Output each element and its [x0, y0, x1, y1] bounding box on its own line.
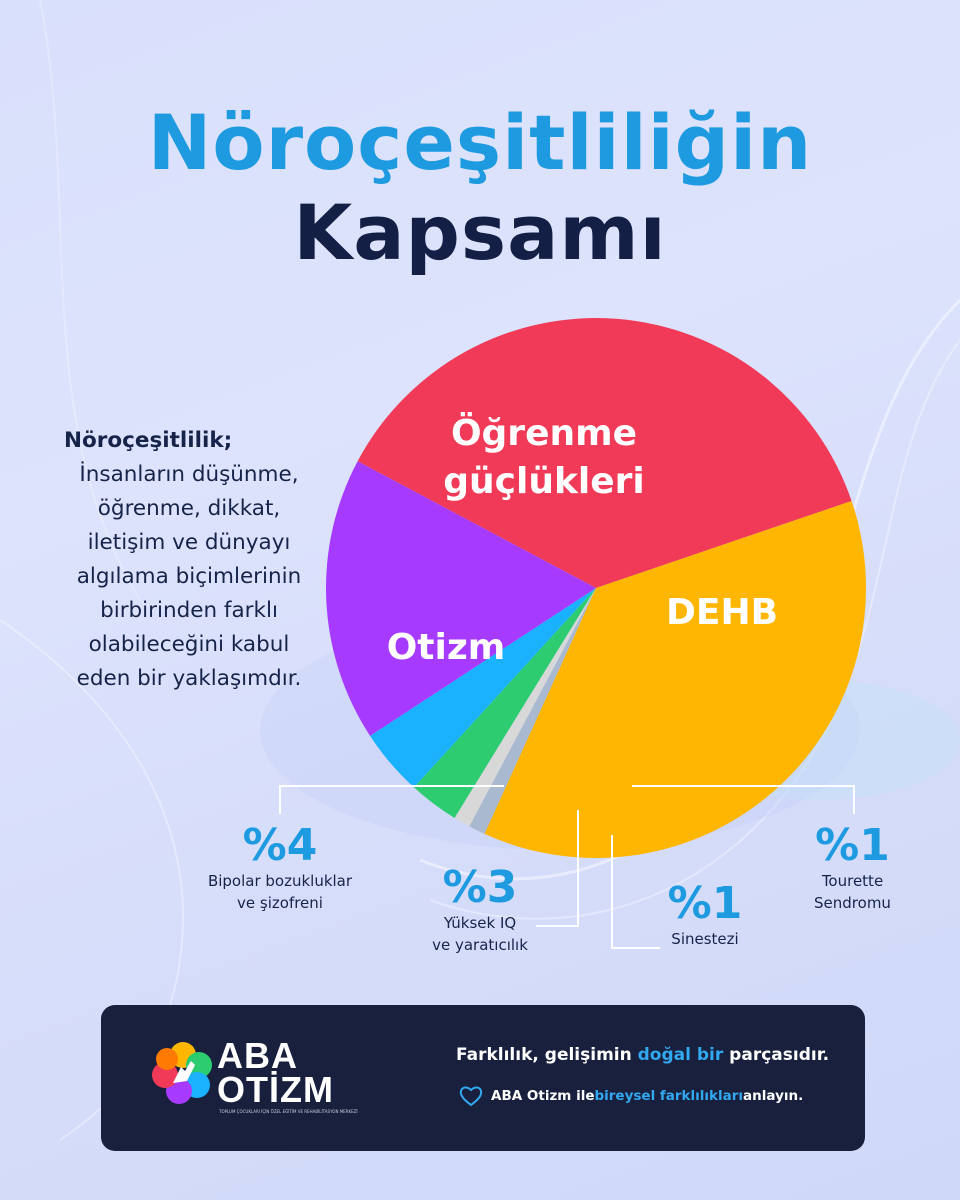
slice-label: DEHB — [665, 592, 779, 633]
flower-logo-icon — [151, 1041, 215, 1105]
callout-name: Tourette — [821, 872, 884, 890]
tagline-part2: parçasıdır. — [723, 1045, 830, 1065]
subline-part1: ABA Otizm ile — [491, 1088, 595, 1104]
heart-icon — [459, 1085, 483, 1107]
page-subtitle: Kapsamı — [293, 188, 667, 277]
callout-sinestezi — [640, 880, 770, 950]
tagline-highlight: doğal bir — [637, 1045, 724, 1065]
callout-name: Sinestezi — [671, 930, 739, 948]
slice-label: Öğrenme — [450, 413, 638, 454]
aba-otizm-logo[interactable] — [151, 1035, 358, 1117]
description-line: olabileceğini kabul — [88, 632, 290, 657]
callout-percent: %1 — [815, 820, 890, 871]
description-heading: Nöroçeşitlilik; — [64, 428, 233, 453]
callout-name: ve şizofreni — [237, 894, 323, 912]
description-line: algılama biçimlerinin — [76, 564, 302, 589]
description-line: iletişim ve dünyayı — [87, 530, 291, 555]
callout-percent: %4 — [242, 820, 318, 871]
callout-name: Bipolar bozukluklar — [207, 872, 353, 890]
logo-line1: ABA — [217, 1035, 298, 1076]
subline-highlight: bireysel farklılıkları — [594, 1088, 744, 1104]
callout-tourette — [790, 822, 915, 914]
slice-label: güçlükleri — [443, 461, 645, 502]
description-line: öğrenme, dikkat, — [97, 496, 281, 521]
page-title: Nöroçeşitliliğin — [147, 98, 813, 187]
description-line: eden bir yaklaşımdır. — [76, 666, 302, 691]
slice-label: Otizm — [386, 627, 506, 668]
callout-percent: %3 — [442, 862, 518, 913]
callout-name: Sendromu — [814, 894, 891, 912]
footer-banner — [101, 1005, 865, 1151]
subline — [459, 1085, 803, 1107]
tagline-part1: Farklılık, gelişimin — [456, 1045, 638, 1065]
logo-caption: TOPLUM ÇOCUKLARI İÇİN ÖZEL EĞİTİM VE REHABİLİTASYON MERKEZİ — [219, 1109, 358, 1114]
logo-line2: OTİZM — [217, 1069, 334, 1110]
subline-part2: anlayın. — [743, 1088, 804, 1104]
description-line: İnsanların düşünme, — [79, 462, 299, 487]
logo-wordmark — [217, 1035, 334, 1110]
callout-name: ve yaratıcılık — [432, 936, 528, 954]
callout-percent: %1 — [667, 878, 743, 929]
description-line: birbirinden farklı — [100, 598, 278, 623]
tagline — [456, 1045, 829, 1065]
callout-bipolar — [180, 822, 380, 914]
callout-name: Yüksek IQ — [443, 914, 517, 932]
callout-iq — [400, 864, 560, 956]
